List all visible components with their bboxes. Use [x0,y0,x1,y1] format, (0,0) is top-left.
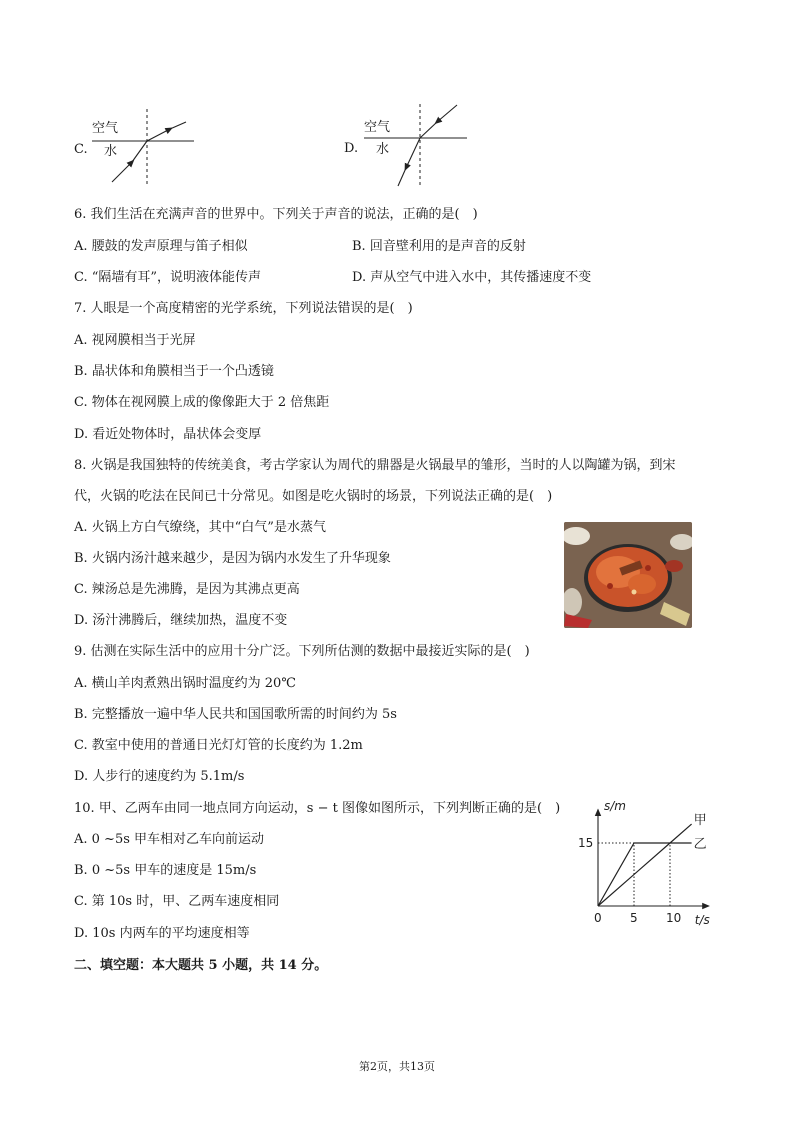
question-8-option-b: B. 火锅内汤汁越来越少，是因为锅内水发生了升华现象 [74,551,391,566]
question-9-option-c: C. 教室中使用的普通日光灯灯管的长度约为 1.2m [74,738,363,753]
x-tick-label: 10 [666,911,682,925]
question-7-option-a: A. 视网膜相当于光屏 [74,333,196,348]
air-label: 空气 [364,120,391,135]
x-tick-label: 5 [630,911,638,925]
option-d-label: D. [344,141,359,156]
incident-ray [437,105,457,122]
series-label: 甲 [693,813,707,829]
series-line-yi [598,843,692,906]
series-line-jia [598,824,692,906]
question-10-option-d: D. 10s 内两车的平均速度相等 [74,926,250,941]
question-8-option-c: C. 辣汤总是先沸腾，是因为其沸点更高 [74,582,300,597]
question-6-option-b: B. 回音壁利用的是声音的反射 [352,239,526,254]
question-8-option-a: A. 火锅上方白气缭绕，其中“白气”是水蒸气 [74,520,326,535]
refraction-d-svg [342,100,472,192]
refracted-ray [406,138,420,168]
question-10-option-c: C. 第 10s 时，甲、乙两车速度相同 [74,894,280,909]
hotpot-photo [564,522,692,628]
series-label: 乙 [693,837,707,852]
refraction-c-svg [72,104,202,190]
question-10-option-a: A. 0 ~5s 甲车相对乙车向前运动 [74,832,265,847]
question-9-option-d: D. 人步行的速度约为 5.1m/s [74,769,245,784]
question-10-stem: 10. 甲、乙两车由同一地点同方向运动，s − t 图像如图所示，下列判断正确的是( ) [74,801,561,816]
question-7-option-d: D. 看近处物体时，晶状体会变厚 [74,427,262,442]
question-8-option-d: D. 汤汁沸腾后，继续加热，温度不变 [74,613,288,628]
question-10-option-b: B. 0 ~5s 甲车的速度是 15m/s [74,863,257,878]
air-label: 空气 [92,121,119,136]
section-title: 二、填空题：本大题共 5 小题，共 14 分。 [74,958,328,973]
question-7-option-b: B. 晶状体和角膜相当于一个凸透镜 [74,364,274,379]
y-axis-label: s/m [604,799,626,813]
hotpot-drawing [564,522,692,628]
y-tick-label: 15 [578,836,594,850]
refracted-ray [147,129,170,141]
question-9-option-a: A. 横山羊肉煮熟出锅时温度约为 20℃ [74,676,296,691]
question-9-stem: 9. 估测在实际生活中的应用十分广泛。下列所估测的数据中最接近实际的是( ) [74,644,530,659]
question-8-stem-line1: 8. 火锅是我国独特的传统美食，考古学家认为周代的鼎器是火锅最早的雏形，当时的人以陶罐为锅，到宋 [74,458,676,473]
question-6-stem: 6. 我们生活在充满声音的世界中。下列关于声音的说法，正确的是( ) [74,207,478,222]
page-footer: 第2页，共13页 [359,1060,435,1073]
question-7-option-c: C. 物体在视网膜上成的像像距大于 2 倍焦距 [74,395,330,410]
water-label: 水 [104,144,118,159]
question-8-stem-line2: 代，火锅的吃法在民间已十分常见。如图是吃火锅时的场景，下列说法正确的是( ) [74,489,553,504]
question-9-option-b: B. 完整播放一遍中华人民共和国国歌所需的时间约为 5s [74,707,397,722]
refraction-diagram-d [342,100,472,192]
refraction-diagram-c [72,104,202,190]
x-axis-label: t/s [694,913,710,926]
st-graph [578,796,728,926]
water-label: 水 [376,142,390,157]
x-tick-label: 0 [594,911,602,925]
incident-ray [112,162,132,182]
question-7-stem: 7. 人眼是一个高度精密的光学系统，下列说法错误的是( ) [74,301,413,316]
option-c-label: C. [74,142,88,157]
question-6-option-a: A. 腰鼓的发声原理与笛子相似 [74,239,248,254]
question-6-option-c: C. “隔墙有耳”，说明液体能传声 [74,270,262,285]
question-6-option-d: D. 声从空气中进入水中，其传播速度不变 [352,270,592,285]
